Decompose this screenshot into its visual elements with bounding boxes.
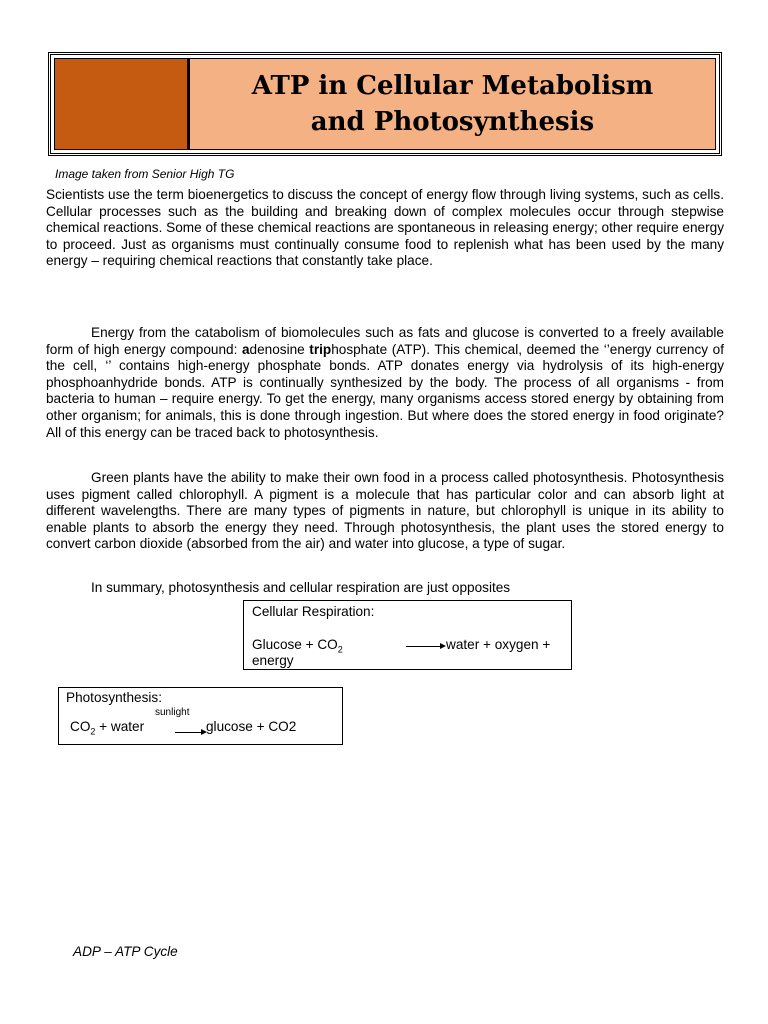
respiration-products-cont: energy [252, 653, 294, 668]
summary-line: In summary, photosynthesis and cellular respiration are just opposites [91, 580, 511, 595]
photosynthesis-condition: sunlight [155, 707, 190, 718]
photosynthesis-reactants [70, 719, 144, 740]
respiration-subscript: 2 [337, 644, 343, 655]
respiration-arrow-icon [406, 646, 444, 647]
p2-text-mid: denosine [249, 341, 310, 357]
photosynthesis-water: + water [95, 719, 145, 734]
p2-bold-a: a [241, 341, 250, 357]
paragraph-bioenergetics: Scientists use the term bioenergetics to discuss the concept of energy flow through living systems, such as cells. Cellular processes such as the building and breaking down of complex molecules occur through stepwise chemical reactions. Some of these chemical reactions are spontaneous in releasing energy; other require energy to proceed. Just as organisms must continually consume food to replenish what has been used by the many energy – requiring chemical reactions that constantly take place. [46, 187, 724, 269]
banner-accent-block [55, 59, 190, 149]
p2-text-end: hosphate (ATP). This chemical, deemed the ‘’energy currency of the cell, ‘’ contains high-energy phosphate bonds. ATP donates energy via hydrolysis of its high-energy phosphoanhydride bonds. ATP is continually synthesized by the body. The process of all organisms - from bacteria to human – require energy. To get the energy, many organisms access stored energy by obtaining from other organism; for animals, this is done through ingestion. But where does the stored energy in food originate? All of this energy can be traced back to photosynthesis. [46, 341, 724, 440]
photosynthesis-arrow-icon [175, 732, 205, 733]
photosynthesis-subscript: 2 [90, 726, 96, 737]
cellular-respiration-box [243, 600, 572, 670]
respiration-products: water + oxygen + [446, 637, 551, 652]
photosynthesis-products: glucose + CO2 [206, 719, 297, 734]
photosynthesis-box [58, 687, 343, 745]
respiration-reactants-text: Glucose + CO [252, 637, 338, 652]
page-title: ATP in Cellular Metabolism and Photosynthesis [251, 71, 654, 137]
photosynthesis-co2: CO [70, 719, 91, 734]
photosynthesis-title: Photosynthesis: [66, 690, 162, 705]
respiration-title: Cellular Respiration: [252, 604, 375, 619]
paragraph-atp [46, 325, 724, 441]
image-caption: Image taken from Senior High TG [55, 167, 235, 181]
banner-title-area [190, 59, 715, 149]
p2-text-start: Energy from the catabolism of biomolecules such as fats and glucose is converted to a freely available form of high energy compound: [46, 325, 724, 357]
paragraph-photosynthesis: Green plants have the ability to make their own food in a process called photosynthesis. Photosynthesis uses pigment called chlorophyll. A pigment is a molecule that has particular color and can absorb light at different wavelengths. There are many types of pigments in nature, but chlorophyll is unique in its ability to enable plants to absorb the energy they need. Through photosynthesis, the plant uses the stored energy to convert carbon dioxide (absorbed from the air) and water into glucose, a type of sugar. [46, 470, 724, 552]
p2-bold-trip: trip [309, 341, 332, 357]
cycle-caption: ADP – ATP Cycle [73, 944, 178, 959]
title-banner [48, 52, 722, 156]
banner-frame [54, 58, 716, 150]
